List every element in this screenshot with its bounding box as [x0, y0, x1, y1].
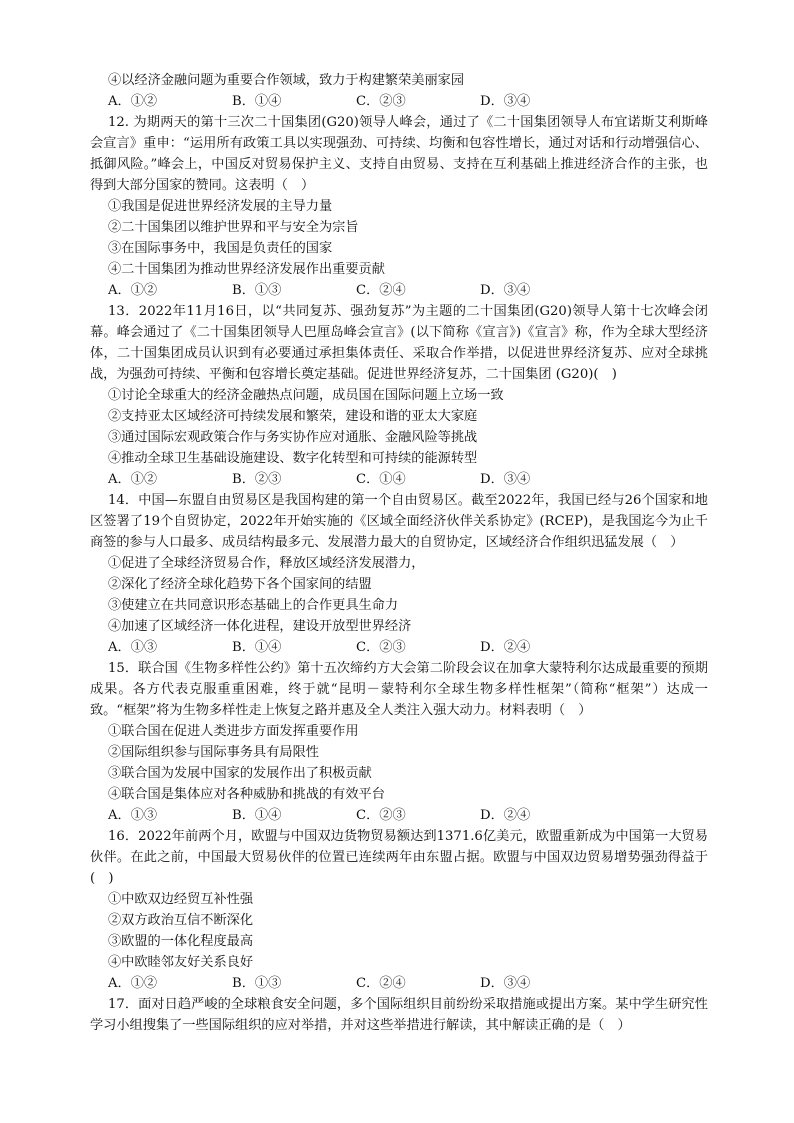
q11-choices: [90, 91, 708, 112]
question-17: [90, 994, 708, 1036]
q13-option-3: ③通过国际宏观政策合作与务实协作应对通胀、金融风险等挑战: [108, 430, 478, 445]
q16-option-1: ①中欧双边经贸互补性强: [108, 892, 254, 907]
choice-a[interactable]: A．①②: [108, 472, 158, 487]
choice-b[interactable]: B．②③: [232, 472, 282, 487]
choice-a[interactable]: A．①②: [108, 283, 158, 298]
question-16: [90, 826, 708, 994]
q16-choices: [90, 973, 708, 994]
q13-option-4: ④推动全球卫生基础设施建设、数字化转型和可持续的能源转型: [108, 451, 478, 466]
question-11-tail: [90, 70, 708, 112]
question-15: [90, 658, 708, 826]
q15-option-3: ③联合国为发展中国家的发展作出了积极贡献: [108, 766, 372, 781]
q14-stem: 14．中国—东盟自由贸易区是我国构建的第一个自由贸易区。截至2022年，我国已经与26个国家和地区签署了19个自贸协定，2022年开始实施的《区域全面经济伙伴关系协定》(RCEP)，是我国迄今为止千商签的参与人口最多、成员结构最多元、发展潜力最大的自贸协定，区域经济合作组织迅猛发展（ ）: [90, 493, 708, 550]
choice-c[interactable]: C．②③: [356, 808, 406, 823]
choice-b[interactable]: B．①④: [232, 640, 282, 655]
q13-choices: [90, 469, 708, 490]
q15-option-4: ④联合国是集体应对各种威胁和挑战的有效平台: [108, 787, 385, 802]
q14-option-3: ③使建立在共同意识形态基础上的合作更具生命力: [108, 598, 399, 613]
q16-option-3: ③欧盟的一体化程度最高: [108, 934, 254, 949]
choice-c[interactable]: C．②④: [356, 976, 406, 991]
choice-a[interactable]: A．①②: [108, 94, 158, 109]
choice-d[interactable]: D．③④: [480, 283, 531, 298]
q13-stem: 13．2022年11月16日，以“共同复苏、强劲复苏”为主题的二十国集团(G20)领导人第十七次峰会闭幕。峰会通过了《二十国集团领导人巴厘岛峰会宣言》(以下简称《宣言》)《宣言》称，作为全球大型经济体，二十国集团成员认识到有必要通过承担集体责任、采取合作举措，以促进世界经济复苏、应对全球挑战，为强劲可持续、平衡和包容增长奠定基础。促进世界经济复苏，二十国集团 (G20)( ): [90, 304, 708, 382]
choice-d[interactable]: D．②④: [480, 808, 531, 823]
q14-choices: [90, 637, 708, 658]
choice-d[interactable]: D．③④: [480, 976, 531, 991]
choice-c[interactable]: C．②③: [356, 94, 406, 109]
q14-option-4: ④加速了区域经济一体化进程，建设开放型世界经济: [108, 619, 412, 634]
q15-choices: [90, 805, 708, 826]
q16-option-4: ④中欧睦邻友好关系良好: [108, 955, 254, 970]
q14-option-2: ②深化了经济全球化趋势下各个国家间的结盟: [108, 577, 372, 592]
q12-choices: [90, 280, 708, 301]
choice-a[interactable]: A．①②: [108, 976, 158, 991]
q12-option-3: ③在国际事务中，我国是负责任的国家: [108, 241, 333, 256]
q12-option-4: ④二十国集团为推动世界经济发展作出重要贡献: [108, 262, 385, 277]
q17-stem: 17．面对日趋严峻的全球粮食安全问题，多个国际组织目前纷纷采取措施或提出方案。某中学生研究性学习小组搜集了一些国际组织的应对举措，并对这些举措进行解读，其中解读正确的是（ ）: [90, 997, 708, 1033]
question-12: [90, 112, 708, 301]
q11-option-4: ④以经济金融问题为重要合作领域，致力于构建繁荣美丽家园: [108, 73, 465, 88]
choice-d[interactable]: D．③④: [480, 94, 531, 109]
choice-d[interactable]: D．③④: [480, 472, 531, 487]
q15-stem: 15．联合国《生物多样性公约》第十五次缔约方大会第二阶段会议在加拿大蒙特利尔达成最重要的预期成果。各方代表克服重重困难，终于就“昆明－蒙特利尔全球生物多样性框架”（简称“框架”）达成一致。“框架”将为生物多样性走上恢复之路并惠及全人类注入强大动力。材料表明（ ）: [90, 661, 708, 718]
choice-a[interactable]: A．①③: [108, 640, 158, 655]
choice-d[interactable]: D．②④: [480, 640, 531, 655]
choice-a[interactable]: A．①③: [108, 808, 158, 823]
choice-c[interactable]: C．①④: [356, 472, 406, 487]
q12-option-2: ②二十国集团以维护世界和平与安全为宗旨: [108, 220, 359, 235]
question-13: [90, 301, 708, 490]
q12-option-1: ①我国是促进世界经济发展的主导力量: [108, 199, 333, 214]
q12-stem: 12. 为期两天的第十三次二十国集团(G20)领导人峰会，通过了《二十国集团领导人布宜诺斯艾利斯峰会宣言》重申：“运用所有政策工具以实现强劲、可持续、均衡和包容性增长，通过对话和行动增强信心、抵御风险。”峰会上，中国反对贸易保护主义、支持自由贸易、支持在互利基础上推进经济合作的主张，也得到大部分国家的赞同。这表明（ ）: [90, 115, 708, 193]
q13-option-1: ①讨论全球重大的经济金融热点问题，成员国在国际问题上立场一致: [108, 388, 504, 403]
question-14: [90, 490, 708, 658]
choice-c[interactable]: C．②③: [356, 640, 406, 655]
q16-option-2: ②双方政治互信不断深化: [108, 913, 254, 928]
choice-c[interactable]: C．②④: [356, 283, 406, 298]
choice-b[interactable]: B．①③: [232, 283, 282, 298]
q13-option-2: ②支持亚太区域经济可持续发展和繁荣，建设和谐的亚太大家庭: [108, 409, 478, 424]
q14-option-1: ①促进了全球经济贸易合作，释放区域经济发展潜力，: [108, 556, 425, 571]
choice-b[interactable]: B．①④: [232, 808, 282, 823]
choice-b[interactable]: B．①④: [232, 94, 282, 109]
choice-b[interactable]: B．①③: [232, 976, 282, 991]
q15-option-1: ①联合国在促进人类进步方面发挥重要作用: [108, 724, 359, 739]
q16-stem: 16．2022年前两个月，欧盟与中国双边货物贸易额达到1371.6亿美元，欧盟重新成为中国第一大贸易伙伴。在此之前，中国最大贸易伙伴的位置已连续两年由东盟占据。欧盟与中国双边贸易增势强劲得益于( ): [90, 829, 708, 886]
q15-option-2: ②国际组织参与国际事务具有局限性: [108, 745, 319, 760]
